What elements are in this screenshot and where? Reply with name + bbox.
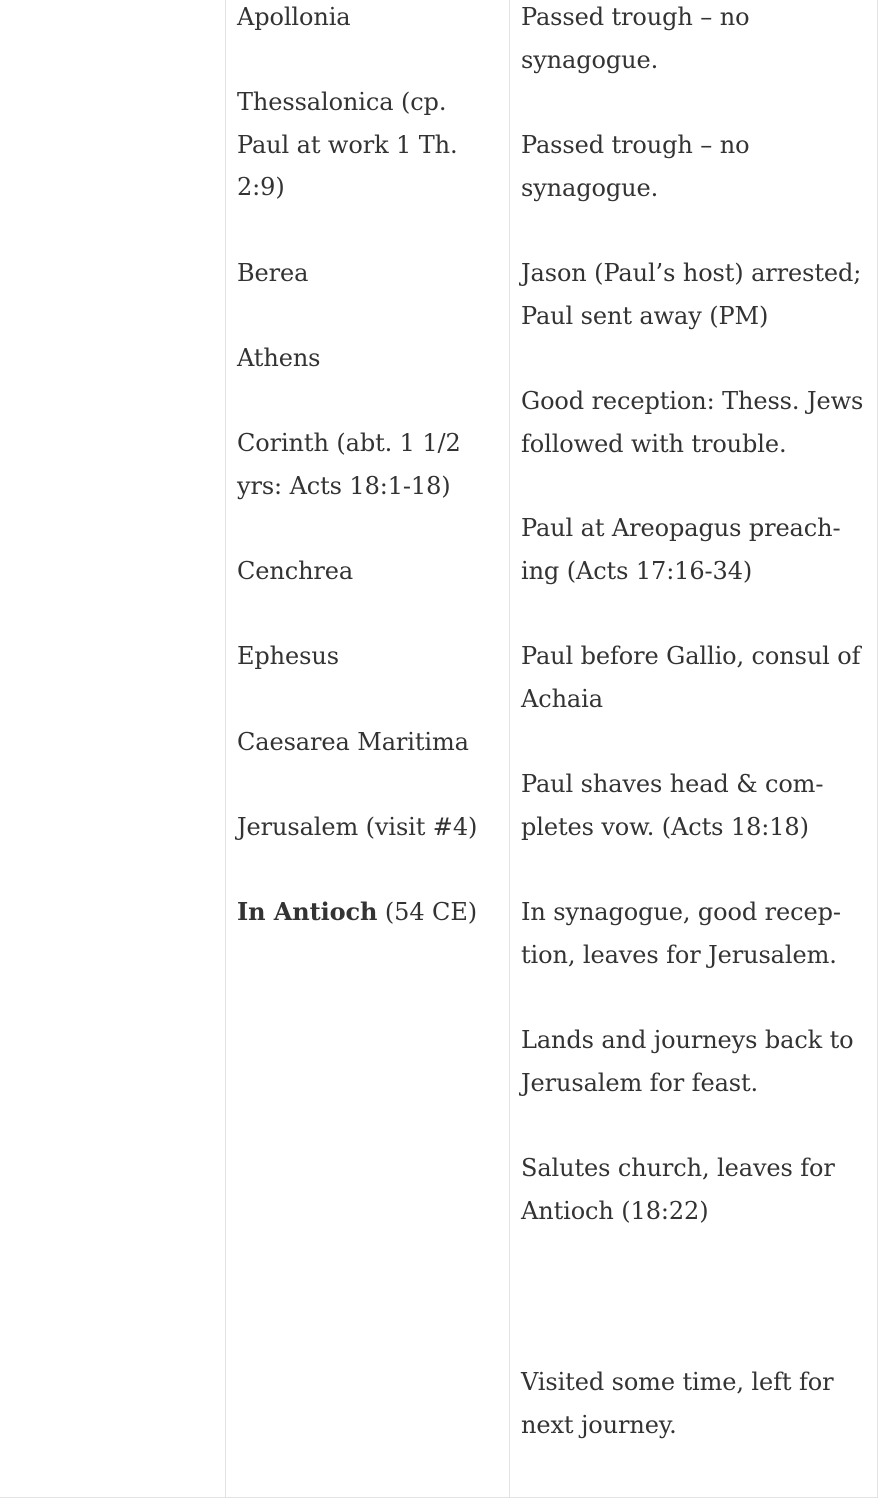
event-line: Good reception: Thess. Jews bbox=[521, 387, 864, 415]
place-cell bbox=[237, 721, 469, 764]
event-cell bbox=[521, 252, 861, 337]
event-line: Visited some time, left for bbox=[521, 1368, 834, 1396]
event-line: synagogue. bbox=[521, 173, 659, 202]
place-cell bbox=[237, 550, 353, 593]
event-line: tion, leaves for Jerusalem. bbox=[521, 940, 837, 969]
place-bold-label: In Antioch bbox=[237, 897, 378, 926]
place-cell bbox=[237, 806, 477, 849]
place-line: 2:9) bbox=[237, 173, 285, 202]
event-line: In synagogue, good recep- bbox=[521, 898, 841, 926]
place-line: Berea bbox=[237, 259, 309, 287]
event-line: Passed trough – no bbox=[521, 131, 750, 159]
event-line: Jerusalem for feast. bbox=[521, 1068, 759, 1097]
place-cell bbox=[237, 422, 461, 507]
event-line: Jason (Paul’s host) arrested; bbox=[521, 259, 862, 287]
place-line: Caesarea Maritima bbox=[237, 728, 469, 756]
event-cell bbox=[521, 635, 860, 720]
place-line: Apollonia bbox=[237, 3, 351, 31]
place-cell bbox=[237, 337, 320, 380]
place-line: Thessalonica (cp. bbox=[237, 88, 447, 116]
event-cell bbox=[521, 1019, 854, 1104]
event-cell bbox=[521, 1361, 833, 1446]
place-line: Jerusalem (visit #4) bbox=[237, 813, 478, 841]
places-column bbox=[226, 0, 510, 1497]
event-cell bbox=[521, 0, 749, 81]
event-line: Passed trough – no bbox=[521, 3, 750, 31]
event-line: Paul sent away (PM) bbox=[521, 301, 769, 330]
event-cell bbox=[521, 891, 841, 976]
table-bottom-border bbox=[0, 1497, 878, 1498]
event-line: Paul before Gallio, consul of bbox=[521, 642, 861, 670]
event-line: ing (Acts 17:16-34) bbox=[521, 556, 753, 585]
place-line: Cenchrea bbox=[237, 557, 354, 585]
event-line: synagogue. bbox=[521, 45, 659, 74]
place-line: Ephesus bbox=[237, 642, 339, 670]
event-line: Antioch (18:22) bbox=[521, 1196, 709, 1225]
place-line: Athens bbox=[237, 344, 321, 372]
event-line: next journey. bbox=[521, 1410, 677, 1439]
event-cell bbox=[521, 763, 823, 848]
place-line: Paul at work 1 Th. bbox=[237, 130, 458, 159]
place-cell bbox=[237, 891, 477, 934]
event-line: Achaia bbox=[521, 684, 603, 713]
place-line: yrs: Acts 18:1-18) bbox=[237, 471, 451, 500]
place-cell bbox=[237, 635, 339, 678]
place-cell bbox=[237, 81, 458, 209]
blank-column bbox=[0, 0, 226, 1497]
event-line: Paul shaves head & com- bbox=[521, 770, 824, 798]
place-cell bbox=[237, 252, 308, 295]
event-cell bbox=[521, 1147, 835, 1232]
event-cell bbox=[521, 380, 863, 465]
events-column bbox=[510, 0, 878, 1497]
event-line: Salutes church, leaves for bbox=[521, 1154, 835, 1182]
place-line: Corinth (abt. 1 1/2 bbox=[237, 429, 461, 457]
place-cell bbox=[237, 0, 351, 39]
event-line: Paul at Areopagus preach- bbox=[521, 514, 841, 542]
place-line bbox=[237, 891, 477, 934]
event-cell bbox=[521, 124, 749, 209]
place-date: (54 CE) bbox=[377, 898, 477, 926]
event-line: Lands and journeys back to bbox=[521, 1026, 854, 1054]
event-cell bbox=[521, 507, 840, 592]
event-line: followed with trouble. bbox=[521, 429, 787, 458]
event-line: pletes vow. (Acts 18:18) bbox=[521, 812, 809, 841]
